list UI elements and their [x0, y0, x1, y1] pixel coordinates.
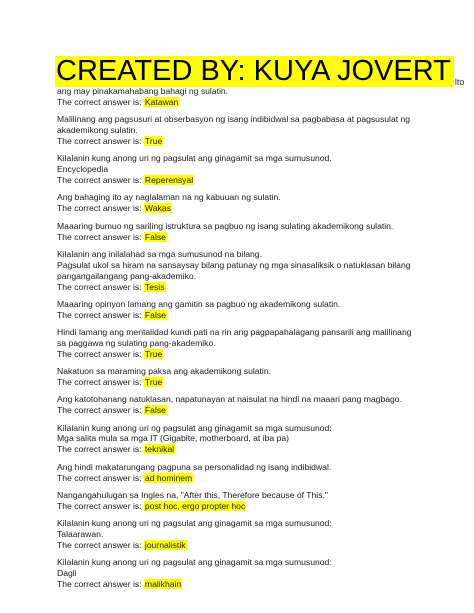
question-list — [57, 86, 469, 596]
answer-prefix: The correct answer is: — [57, 500, 144, 511]
answer-prefix: The correct answer is: — [57, 96, 144, 107]
question-text: Mga salita mula sa mga IT (Gigabite, motherboard, at iba pa) — [57, 433, 289, 444]
question-block — [57, 249, 469, 293]
answer-line — [57, 203, 469, 214]
question-text: Talaarawan. — [57, 528, 104, 539]
question-block — [57, 462, 469, 484]
question-text: Kilalanin kung anong uri ng pagsulat ang ginagamit sa mga sumusunod: — [57, 422, 332, 433]
question-text: pangangailangang pang-akademiko. — [57, 270, 197, 281]
highlighted-answer: False — [144, 231, 166, 242]
answer-prefix: The correct answer is: — [57, 136, 144, 147]
answer-prefix: The correct answer is: — [57, 444, 144, 455]
answer-line — [57, 232, 469, 243]
answer-prefix: The correct answer is: — [57, 472, 144, 483]
question-text: Encyclopedia — [57, 164, 109, 175]
question-block — [57, 394, 469, 416]
highlighted-answer: Wakas — [144, 203, 171, 214]
question-text: Nakatuon sa maraming paksa ang akademikong sulatin. — [57, 366, 272, 377]
question-text: Ang katotohanang natuklasan, napatunayan at naisulat na hindi na maaari pang magbago. — [57, 394, 402, 405]
highlighted-answer: ad hominem — [144, 472, 193, 483]
answer-prefix: The correct answer is: — [57, 348, 144, 359]
question-block — [57, 299, 469, 321]
answer-prefix: The correct answer is: — [57, 405, 144, 416]
highlighted-answer: False — [144, 309, 166, 320]
answer-line — [57, 310, 469, 321]
answer-prefix: The correct answer is: — [57, 231, 144, 242]
question-block — [57, 192, 469, 214]
answer-line — [57, 282, 469, 293]
question-block — [57, 366, 469, 388]
highlighted-answer: teknikal — [144, 444, 175, 455]
answer-prefix: The correct answer is: — [57, 203, 144, 214]
answer-prefix: The correct answer is: — [57, 579, 144, 589]
question-text: Pagsulat ukol sa hiram na sansaysay bilang patunay ng mga sinasaliksik o natuklasan bilang — [57, 259, 411, 270]
answer-line — [57, 175, 469, 186]
question-block — [57, 114, 469, 147]
highlighted-answer: Tesis — [144, 281, 165, 292]
question-block — [57, 557, 469, 590]
question-block — [57, 153, 469, 186]
answer-line — [57, 473, 469, 484]
highlighted-answer: Katawan — [144, 96, 179, 107]
highlighted-answer: False — [144, 405, 166, 416]
highlighted-answer: journalistik — [144, 539, 186, 550]
question-block — [57, 518, 469, 551]
question-block — [57, 423, 469, 456]
question-text: ang may pinakamahabang bahagi ng sulatin. — [57, 86, 229, 96]
question-text: Ang hindi makatarungang pagpuna sa personalidad ng isang indibidwal. — [57, 461, 332, 472]
question-text: Kilalanin kung anong uri ng pagsulat ang ginagamit sa mga sumusunod: — [57, 557, 332, 568]
question-text: Hindi lamang ang mentalidad kundi pati na rin ang pagpapahalagang pansarili ang malilinang — [57, 327, 412, 338]
question-text: Nangangahulugan sa Ingles na, "After this, Therefore because of This." — [57, 489, 328, 500]
question-block — [57, 86, 469, 108]
question-text: Kilalanin kung anong uri ng pagsulat ang ginagamit sa mga sumusunod. — [57, 153, 332, 164]
answer-line — [57, 349, 469, 360]
question-text: Kilalanin kung anong uri ng pagsulat ang ginagamit sa mga sumusunod: — [57, 518, 332, 529]
question-text: Malilinang ang pagsusuri at obserbasyon ng isang indibidwal sa pagbabasa at pagsusulat ng — [57, 114, 411, 125]
highlighted-answer: True — [144, 348, 163, 359]
question-text: Maaaring opinyon lamang ang gamitin sa pagbuo ng akademikong sulatin. — [57, 298, 341, 309]
answer-line — [57, 444, 469, 455]
answer-line — [57, 97, 469, 108]
highlighted-answer: post hoc, ergo propter hoc — [144, 500, 246, 511]
highlighted-answer: True — [144, 136, 163, 147]
answer-prefix: The correct answer is: — [57, 175, 144, 186]
highlighted-answer: malikhain — [144, 579, 182, 589]
answer-prefix: The correct answer is: — [57, 309, 144, 320]
question-text: Kilalanin ang inilalahad sa mga sumusunod na bilang. — [57, 248, 262, 259]
question-text: sa paggawa ng sulating pang-akademiko. — [57, 337, 216, 348]
question-block — [57, 221, 469, 243]
answer-prefix: The correct answer is: — [57, 539, 144, 550]
question-block — [57, 327, 469, 360]
question-text: Maaaring bumuo ng sariling istruktura sa pagbuo ng isang sulating akademikong sulatin. — [57, 220, 394, 231]
question-text: Dagli — [57, 568, 77, 579]
header-trailing-fragment: lto — [454, 77, 465, 87]
question-text: akademikong sulatin. — [57, 125, 138, 136]
highlighted-answer: Reperensyal — [144, 175, 194, 186]
document-header — [55, 56, 464, 87]
answer-prefix: The correct answer is: — [57, 377, 144, 388]
question-text: Ang bahaging ito ay naglalaman na ng kabuuan ng sulatin. — [57, 192, 281, 203]
answer-line — [57, 579, 469, 590]
answer-line — [57, 377, 469, 388]
answer-prefix: The correct answer is: — [57, 281, 144, 292]
highlighted-answer: True — [144, 377, 163, 388]
answer-line — [57, 501, 469, 512]
answer-line — [57, 136, 469, 147]
answer-line — [57, 540, 469, 551]
question-block — [57, 490, 469, 512]
header-title: CREATED BY: KUYA JOVERT — [55, 56, 454, 87]
answer-line — [57, 405, 469, 416]
